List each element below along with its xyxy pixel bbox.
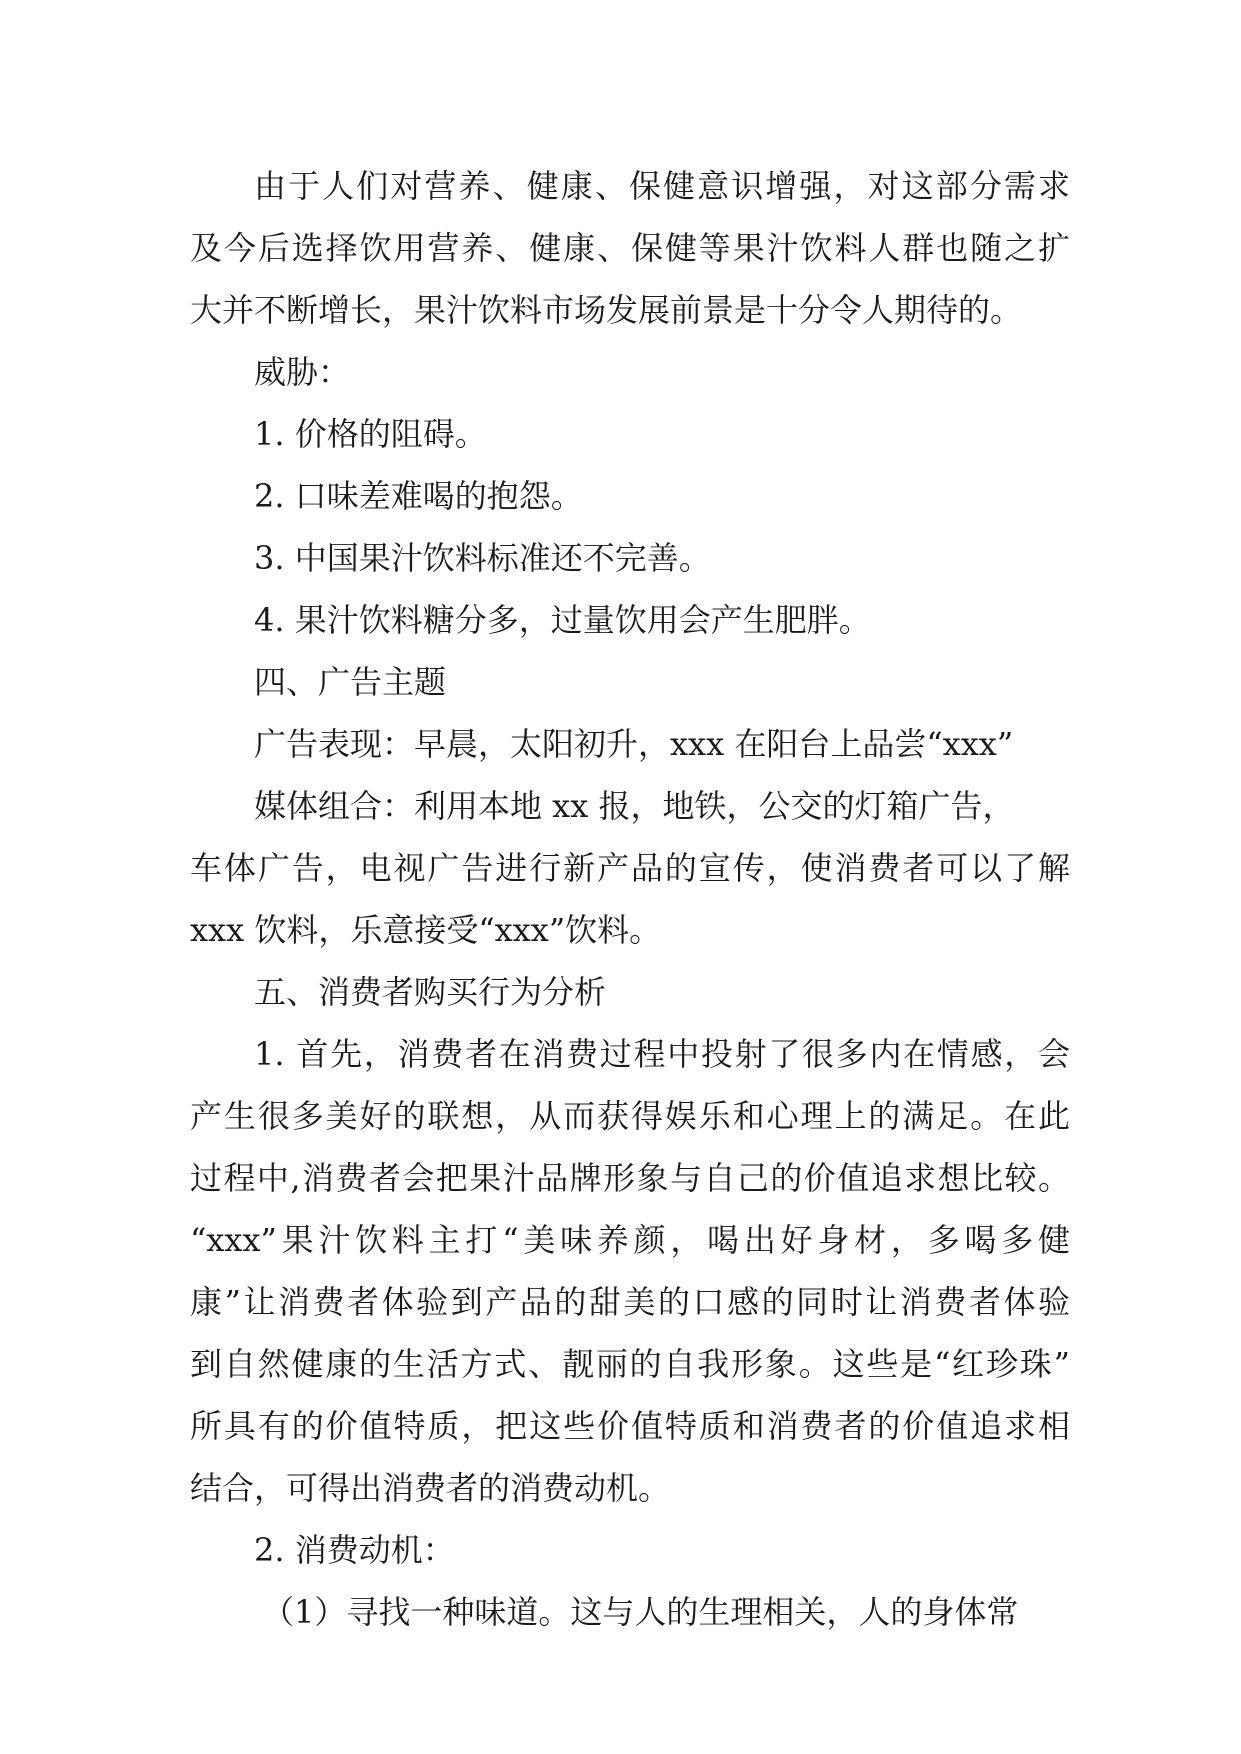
section-heading: 五、消费者购买行为分析 [254,973,607,1011]
paragraph-line: 媒体组合：利用本地 xx 报，地铁，公交的灯箱广告， [254,787,1015,825]
list-item: 4. 果汁饮料糖分多，过量饮用会产生肥胖。 [254,601,871,639]
paragraph-line: 康”让消费者体验到产品的甜美的口感的同时让消费者体验 [190,1283,1070,1321]
paragraph-line: 由于人们对营养、健康、保健意识增强，对这部分需求 [254,167,1070,205]
paragraph-line: 1. 首先，消费者在消费过程中投射了很多内在情感，会 [254,1035,1070,1073]
paragraph-line: 结合，可得出消费者的消费动机。 [190,1469,671,1507]
paragraph-line: xxx 饮料，乐意接受“xxx”饮料。 [190,911,662,949]
paragraph-line: 大并不断增长，果汁饮料市场发展前景是十分令人期待的。 [190,291,1023,329]
list-item: 1. 价格的阻碍。 [254,415,487,453]
paragraph-line: 所具有的价值特质，把这些价值特质和消费者的价值追求相 [190,1407,1070,1445]
list-item: 2. 消费动机： [254,1531,455,1569]
document-body [190,155,1070,1643]
list-item: 2. 口味差难喝的抱怨。 [254,477,583,515]
paragraph-line: 产生很多美好的联想，从而获得娱乐和心理上的满足。在此 [190,1097,1070,1135]
list-item: 3. 中国果汁饮料标准还不完善。 [254,539,711,577]
paragraph-line: 及今后选择饮用营养、健康、保健等果汁饮料人群也随之扩 [190,229,1070,267]
paragraph-line: 过程中,消费者会把果汁品牌形象与自己的价值追求想比较。 [190,1159,1070,1197]
paragraph-line: 广告表现：早晨，太阳初升，xxx 在阳台上品尝“xxx” [254,725,1014,763]
section-label: 威胁： [254,353,351,391]
list-item: （1）寻找一种味道。这与人的生理相关，人的身体常 [262,1593,1019,1631]
paragraph-line: 车体广告，电视广告进行新产品的宣传，使消费者可以了解 [190,849,1070,887]
section-heading: 四、广告主题 [254,663,447,701]
paragraph-line: “xxx”果汁饮料主打“美味养颜，喝出好身材，多喝多健 [190,1221,1070,1259]
paragraph-line: 到自然健康的生活方式、靓丽的自我形象。这些是“红珍珠” [190,1345,1070,1383]
